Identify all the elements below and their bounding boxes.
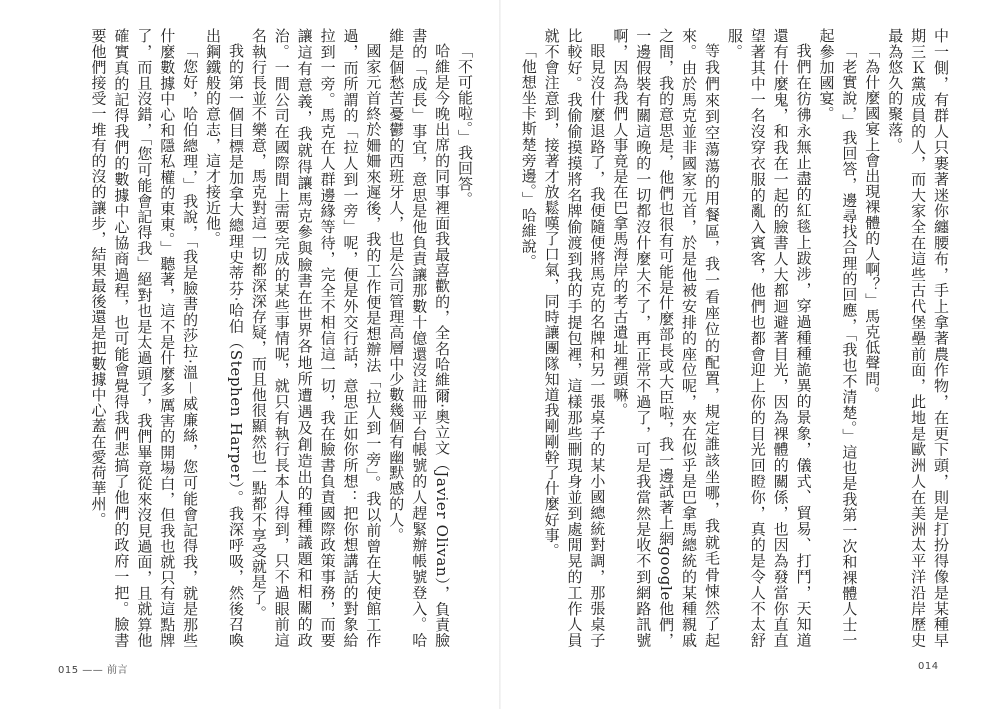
left-page xyxy=(44,28,476,648)
left-page-folio: 015 —— 前言 xyxy=(58,665,128,676)
right-page-text xyxy=(520,28,952,648)
paragraph: 中一側，有群人只裹著迷你纏腰布，手上拿著農作物，在更下頭，則是打扮得像是某種早期三Ｋ黨成員的人，而大家全在這些古代堡壘前面，此地是歐洲人在美洲太平洋沿岸歷史最為悠久的聚落。 xyxy=(886,28,950,648)
paragraph: 「老實說，」我回答，邊尋找合理的回應，「我也不清楚。」這也是我第一次和裸體人士一起參加國宴。 xyxy=(817,28,859,648)
paragraph: 「為什麼國宴上會出現裸體的人啊？」馬克低聲問。 xyxy=(863,43,882,402)
paragraph: 我們在彷彿永無止盡的紅毯上跋涉，穿過種種詭異的景象，儀式、貿易、打鬥，天知道還有什麼鬼，和我在一起的臉書人大都迴避著目光，因為裸體的關係，也因為發當你直直望著其中一名沒穿衣服的亂入賓客，他們也都會迎上你的目光回瞪你，真的是令人不太舒服。 xyxy=(725,28,813,648)
right-page xyxy=(520,28,952,648)
paragraph: 哈維是今晚出席的同事裡面我最喜歡的，全名哈維爾‧奧立文（Javier Olivan），負責臉書的「成長」事宜，意思是他負責讓那數十億還沒註冊平台帳號的人趕緊辦帳號登入。哈維是個愁苦憂鬱的西班牙人，也是公司管理高層中少數幾個有幽默感的人。 xyxy=(387,28,452,648)
paragraph: 「他想坐卡斯楚旁邊。」哈維說。 xyxy=(520,43,538,270)
paragraph: 國家元首終於姍姍來遲後，我的工作便是想辦法「拉人到一旁」。我以前曾在大使館工作過，而所謂的「拉人到一旁」呢，便是外交行話，意思正如你所想：把你想講話的對象給拉到一旁。馬克在人群邊緣等待，完全不相信這一切，我在臉書負責國際政策事務，而要讓這有意義，我就得讓馬克參與臉書在世界各地所遭遇及創造出的種種議題和相關的政治。一間公司在國際間上需要完成的某些事情呢，就只有執行長本人得到，只不過眼前這名執行長並不樂意，馬克對這一切都深深存疑，而且他很顯然也一點都不享受就是了。 xyxy=(249,28,383,648)
paragraph: 我的第一個目標是加拿大總理史蒂芬‧哈伯（Stephen Harper）。我深呼吸，然後召喚出鋼鐵般的意志，這才接近他。 xyxy=(204,28,245,648)
page-gutter xyxy=(499,0,501,709)
left-page-text xyxy=(87,28,476,648)
paragraph: 等我們來到空蕩蕩的用餐區，我一看座位的配置，規定誰該坐哪，我就毛骨悚然了起來。由於馬克並非國家元首，於是他被安排的座位呢，夾在似乎是巴拿馬總統的某種親戚之間，我的意思是，他們也很有可能是什麼部長或大臣啦，我一邊試著上網google他們，一邊假裝有關這晚的一切都沒什麼大不了，再正常不過了，可是我當然是收不到網路訊號啊，因為我們人事竟是在巴拿馬海岸的考古遺址裡頭嘛。 xyxy=(611,28,721,648)
paragraph: 「您好，哈伯總理，」我說，「我是臉書的莎拉‧溫－威廉絲，您可能會記得我，就是那些什麼數據中心和隱私權的東東。」聽著，這不是什麼多厲害的開場白，但我也就只有這點牌了，而且沒錯，「您可能會記得我」絕對也是太過頭了，我們畢竟從來沒見過面，且就算他確實真的記得我們的數據中心協商過程，也可能會覺得我們悲搞了他們的政府一把。臉書要他們接受一堆有的沒的讓步，結果最後還是把數據中心蓋在愛荷華州。 xyxy=(89,28,200,648)
paragraph: 眼見沒什麼退路了，我便隨便將馬克的名牌和另一張桌子的某小國總統對調，那張桌子比較好。我偷偷摸摸將名牌偷渡到我的手提包裡，這樣那些刪現身並到處閒晃的工作人員就不會注意到，接著才放鬆嘆了口氣，同時讓團隊知道我剛剛幹了什麼好事。 xyxy=(542,28,607,648)
paragraph: 「不可能啦。」我回答。 xyxy=(456,43,474,208)
right-page-folio: 014 xyxy=(918,661,939,672)
